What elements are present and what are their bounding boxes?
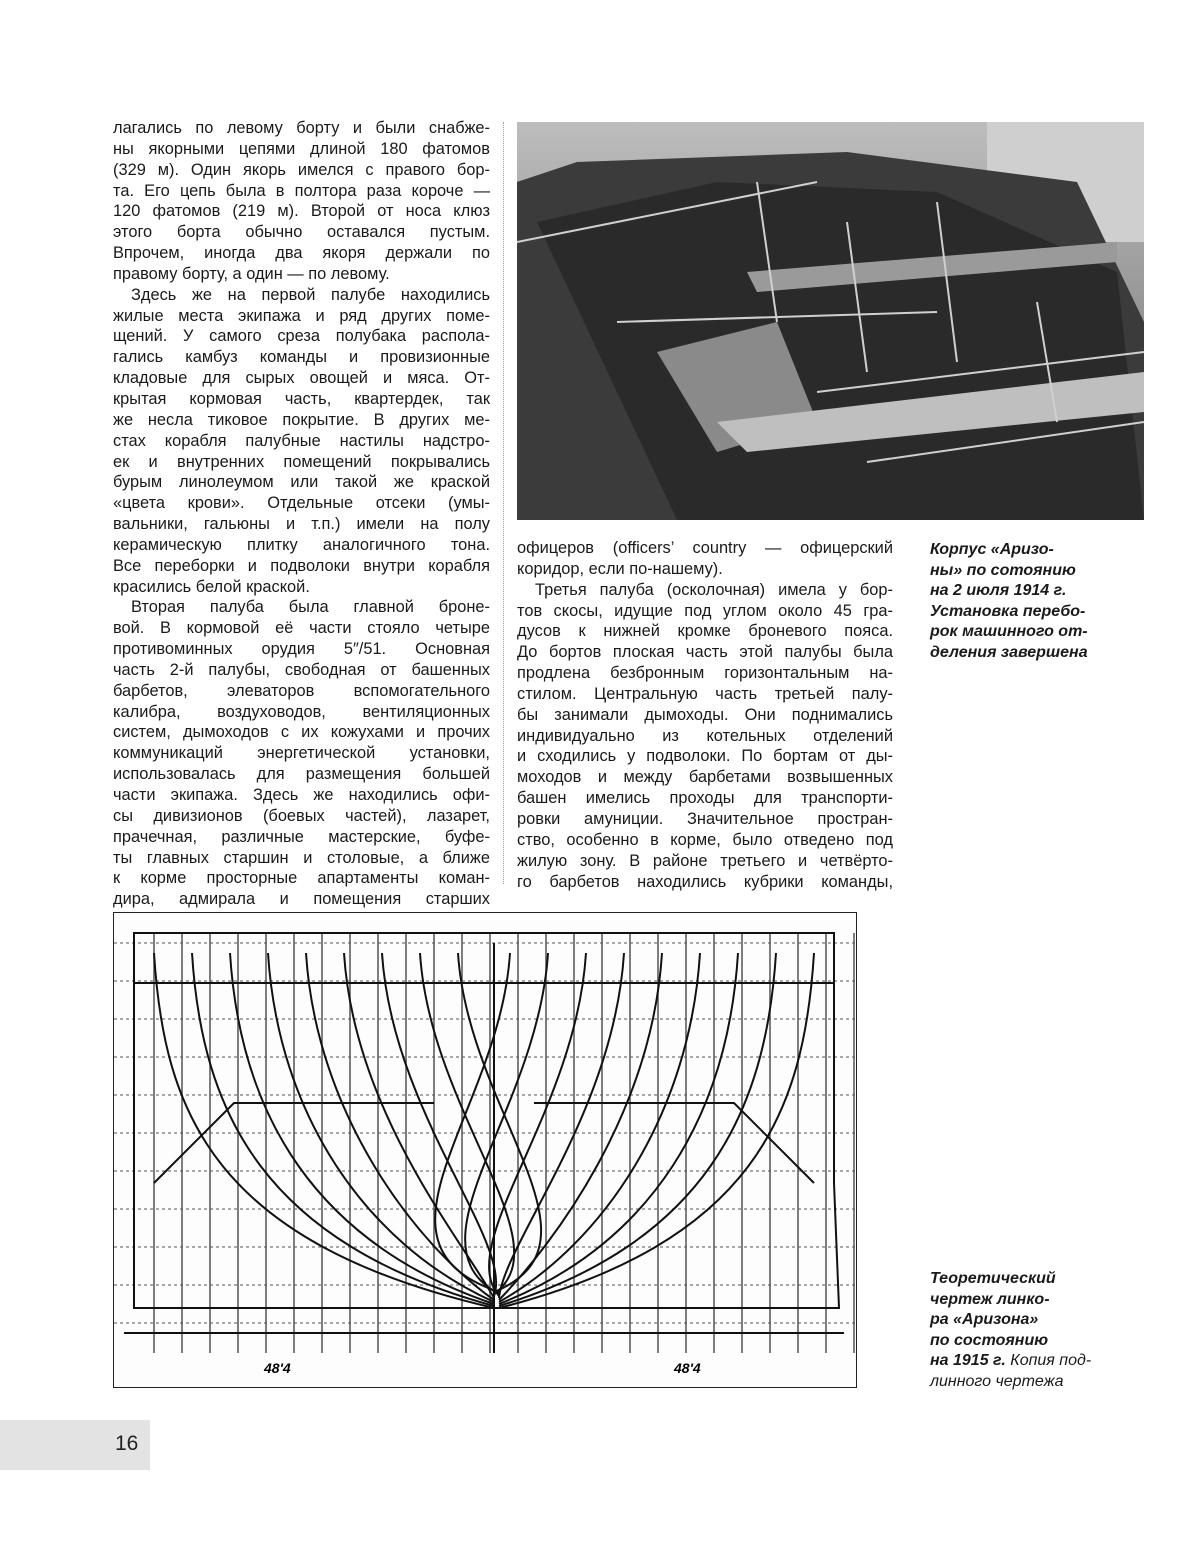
caption-line: рок машинного от-	[930, 623, 1088, 640]
hull-construction-photo	[517, 122, 1144, 520]
frame-curve	[344, 953, 494, 1298]
drawing-caption	[930, 1269, 1130, 1392]
text-line: башен имелись проходы для транспорти-	[517, 789, 893, 808]
text-line: До бортов плоская часть этой палубы была	[517, 643, 893, 662]
photo-caption	[930, 540, 1130, 663]
text-line: лагались по левому борту и были снабже-	[113, 119, 490, 137]
frame-curve	[435, 953, 510, 1292]
text-line: стах корабля палубные настилы надстро-	[113, 431, 490, 450]
text-line: ек и внутренних помещений покрывались	[113, 452, 490, 471]
text-line: правому борту, а один — по левому.	[113, 264, 390, 283]
text-line: калибра, воздуховодов, вентиляционных	[113, 702, 490, 721]
text-line: гались камбуз команды и провизионные	[113, 348, 490, 367]
text-line: го барбетов находились кубрики команды,	[517, 872, 893, 891]
column-divider	[503, 122, 504, 884]
caption-line: деления завершена	[930, 643, 1088, 661]
left-dimension-label: 48'4	[264, 1360, 291, 1376]
text-line: же несла тиковое покрытие. В других ме-	[113, 410, 490, 429]
text-line: к корме просторные апартаменты коман-	[113, 869, 490, 888]
text-line: Здесь же на первой палубе находились	[131, 285, 490, 304]
text-line: и сходились у подволоки. По бортам от ды-	[517, 747, 893, 766]
frame-curve	[134, 933, 839, 1308]
caption-line: Корпус «Аризо-	[930, 541, 1054, 558]
text-line: вальники, гальюны и т.п.) имели на полу	[113, 515, 490, 534]
text-line: этого борта обычно оставался пустым.	[113, 223, 490, 242]
frame-curve	[499, 953, 662, 1300]
text-line: коммуникаций энергетической установки,	[113, 744, 490, 763]
text-line: ты главных старшин и столовые, а ближе	[113, 848, 490, 867]
caption-line: ны» по сотоянию	[930, 561, 1076, 579]
caption-line: Установка перебо-	[930, 602, 1086, 620]
caption-line: ра «Аризона»	[930, 1311, 1039, 1328]
text-line: жилые места экипажа и ряд других поме-	[113, 306, 490, 325]
text-line: кладовые для сырых овощей и мяса. От-	[113, 369, 490, 388]
caption-line: чертеж линко-	[930, 1290, 1050, 1308]
caption-bold-tail: на 1915 г.	[930, 1352, 1006, 1369]
text-line: (329 м). Один якорь имелся с правого бор-	[113, 160, 490, 179]
text-line: бурым линолеумом или такой же краской	[113, 473, 490, 492]
text-line: вой. В кормовой её части стояло четыре	[113, 619, 490, 638]
frame-curve	[230, 953, 494, 1304]
text-line: красились белой краской.	[113, 577, 310, 596]
frame-curve	[458, 953, 541, 1292]
text-line: бы занимали дымоходы. Они поднимались	[517, 705, 893, 724]
right-dimension-label: 48'4	[674, 1360, 701, 1376]
text-line: «цвета крови». Отдельные отсеки (умы-	[113, 494, 490, 513]
text-line: та. Его цепь была в полтора раза короче —	[113, 181, 490, 200]
text-line: Вторая палуба была главной броне-	[131, 598, 490, 617]
text-line: крытая кормовая часть, квартердек, так	[113, 389, 490, 408]
text-line: барбетов, элеваторов вспомогательного	[113, 681, 490, 700]
text-line: Впрочем, иногда два якоря держали по	[113, 244, 490, 263]
text-line: ны якорными цепями длиной 180 фатомов	[113, 139, 490, 158]
text-line: тов скосы, идущие под углом около 45 гра-	[517, 601, 893, 620]
caption-line: на 2 июля 1914 г.	[930, 582, 1067, 599]
text-line: индивидуально из котельных отделений	[517, 726, 893, 745]
page-number: 16	[115, 1432, 139, 1455]
text-line: коридор, если по-нашему).	[517, 559, 723, 578]
caption-line: Теоретический	[930, 1270, 1056, 1287]
lines-plan-drawing	[113, 912, 857, 1388]
frame-curve	[489, 953, 586, 1296]
photo-image	[517, 122, 1144, 520]
text-line: прачечная, различные мастерские, буфе-	[113, 827, 490, 846]
text-line: использовалась для размещения большей	[113, 765, 490, 784]
text-line: офицеров (officers’ country — офицерский	[517, 539, 893, 557]
text-line: ство, особенно в корме, было отведено под	[517, 830, 893, 849]
drawing-image	[114, 913, 856, 1387]
text-line: керамическую плитку аналогичного тона.	[113, 535, 490, 554]
text-line: жилую зону. В районе третьего и четвёрто-	[517, 851, 893, 870]
text-column-left	[113, 118, 490, 910]
caption-italic-tail: Копия под-	[1005, 1352, 1092, 1369]
frame-curve	[465, 953, 548, 1294]
text-column-middle	[517, 538, 893, 892]
text-line: моходов и между барбетами возвышенных	[517, 768, 893, 787]
text-line: часть 2-й палубы, свободная от башенных	[113, 660, 490, 679]
text-line: противоминных орудия 5″/51. Основная	[113, 640, 490, 659]
text-line: дира, адмирала и помещения старших	[113, 890, 490, 909]
caption-line: по состоянию	[930, 1331, 1049, 1349]
text-line: продлена безбронным горизонтальным на-	[517, 664, 893, 683]
text-line: стилом. Центральную часть третьей палу-	[517, 684, 893, 703]
text-line: щений. У самого среза полубака распола-	[113, 327, 490, 346]
text-line: 120 фатомов (219 м). Второй от носа клюз	[113, 202, 490, 221]
text-line: части экипажа. Здесь же находились офи-	[113, 786, 490, 804]
text-line: сы дивизионов (боевых частей), лазарет,	[113, 806, 490, 825]
text-line: систем, дымоходов с их кожухами и прочих	[113, 723, 490, 742]
text-line: Третья палуба (осколочная) имела у бор-	[535, 580, 893, 599]
caption-italic-last: линного чертежа	[930, 1372, 1064, 1390]
text-line: ровки амуниции. Значительное простран-	[517, 809, 893, 828]
text-line: дусов к нижней кромке броневого пояса.	[517, 622, 893, 641]
text-line: Все переборки и подволоки внутри корабля	[113, 556, 490, 575]
frame-curve	[499, 953, 700, 1302]
